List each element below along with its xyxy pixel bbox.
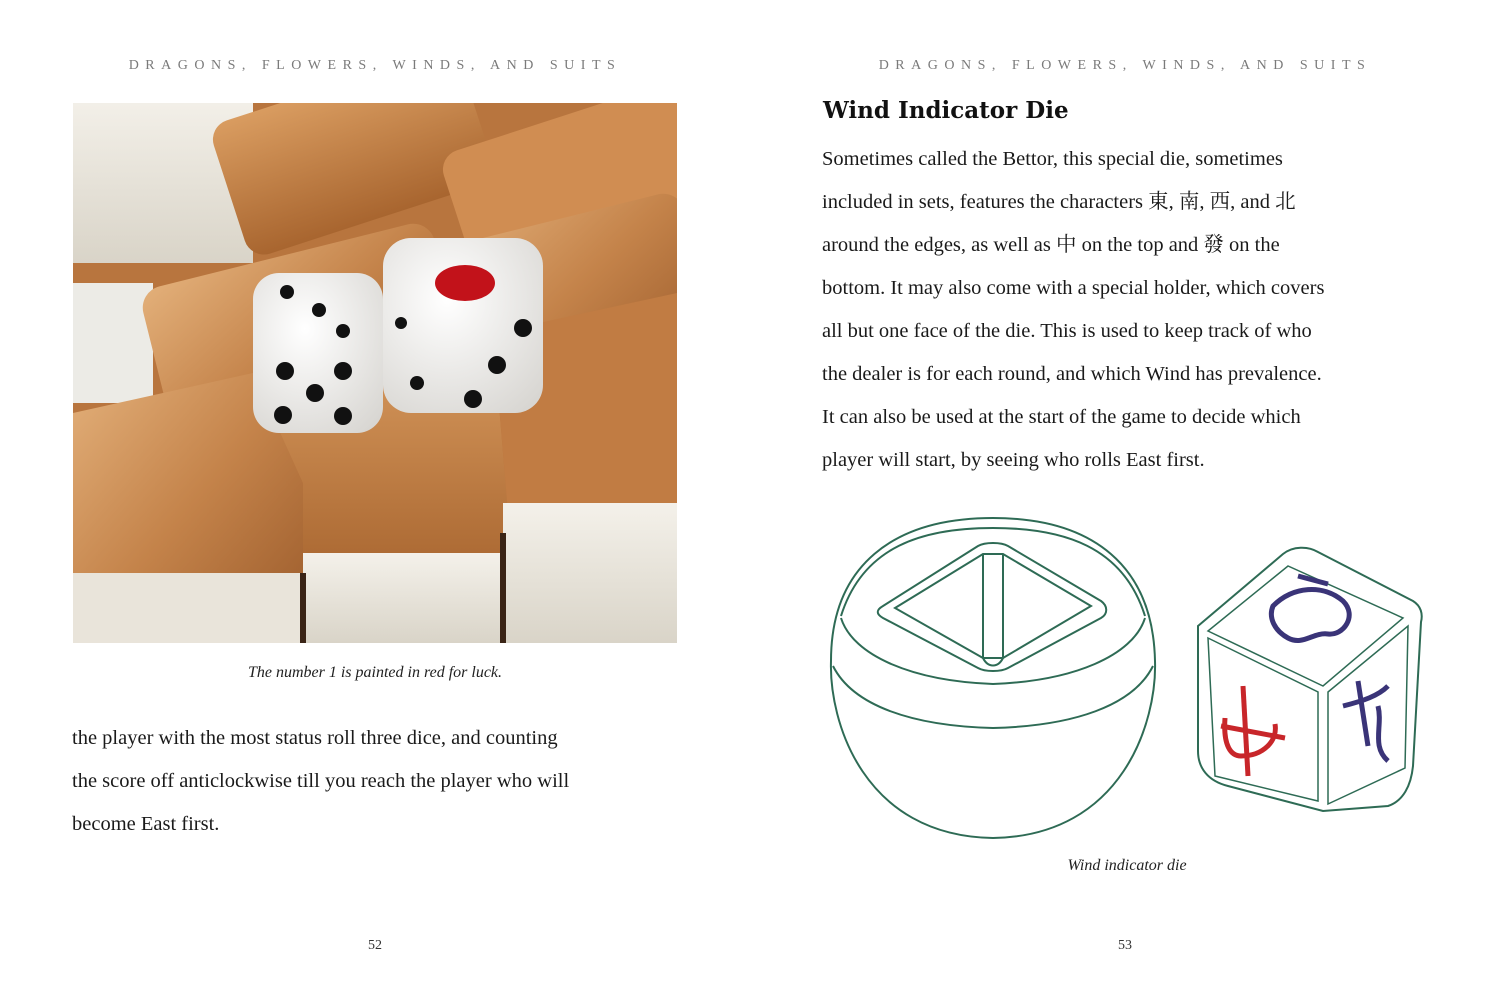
photo-caption: The number 1 is painted in red for luck. [247, 664, 503, 681]
body-line: around the edges, as well as 中 on the top and 發 on the [822, 234, 1280, 256]
body-line: the dealer is for each round, and which Wind has prevalence. [822, 363, 1322, 385]
wind-die-icon [1198, 548, 1422, 811]
page-number-right: 53 [1118, 938, 1132, 953]
die-and-holder-drawing [823, 506, 1433, 846]
illustration-caption: Wind indicator die [1067, 857, 1187, 874]
body-line: included in sets, features the characters 東, 南, 西, and 北 [822, 191, 1296, 213]
dice-photo-graphic [73, 103, 677, 643]
left-body-text [72, 717, 692, 846]
section-heading: Wind Indicator Die [823, 97, 1069, 124]
wind-indicator-die-illustration [823, 506, 1433, 846]
body-line: the player with the most status roll three dice, and counting [72, 727, 558, 749]
body-line: bottom. It may also come with a special holder, which covers [822, 277, 1325, 299]
body-line: the score off anticlockwise till you reach the player who will [72, 770, 570, 792]
right-body-text [822, 138, 1442, 482]
dice-on-tiles-photo [73, 103, 677, 643]
page-number-left: 52 [368, 938, 382, 953]
body-line: all but one face of the die. This is used to keep track of who [822, 320, 1312, 342]
running-head-right: DRAGONS, FLOWERS, WINDS, AND SUITS [878, 58, 1372, 73]
body-line: Sometimes called the Bettor, this special die, sometimes [822, 148, 1283, 170]
running-head-left: DRAGONS, FLOWERS, WINDS, AND SUITS [128, 58, 622, 73]
die-holder-icon [831, 518, 1155, 838]
body-line: become East first. [72, 813, 220, 835]
body-line: It can also be used at the start of the game to decide which [822, 406, 1301, 428]
body-line: player will start, by seeing who rolls East first. [822, 449, 1205, 471]
right-page [750, 0, 1500, 994]
